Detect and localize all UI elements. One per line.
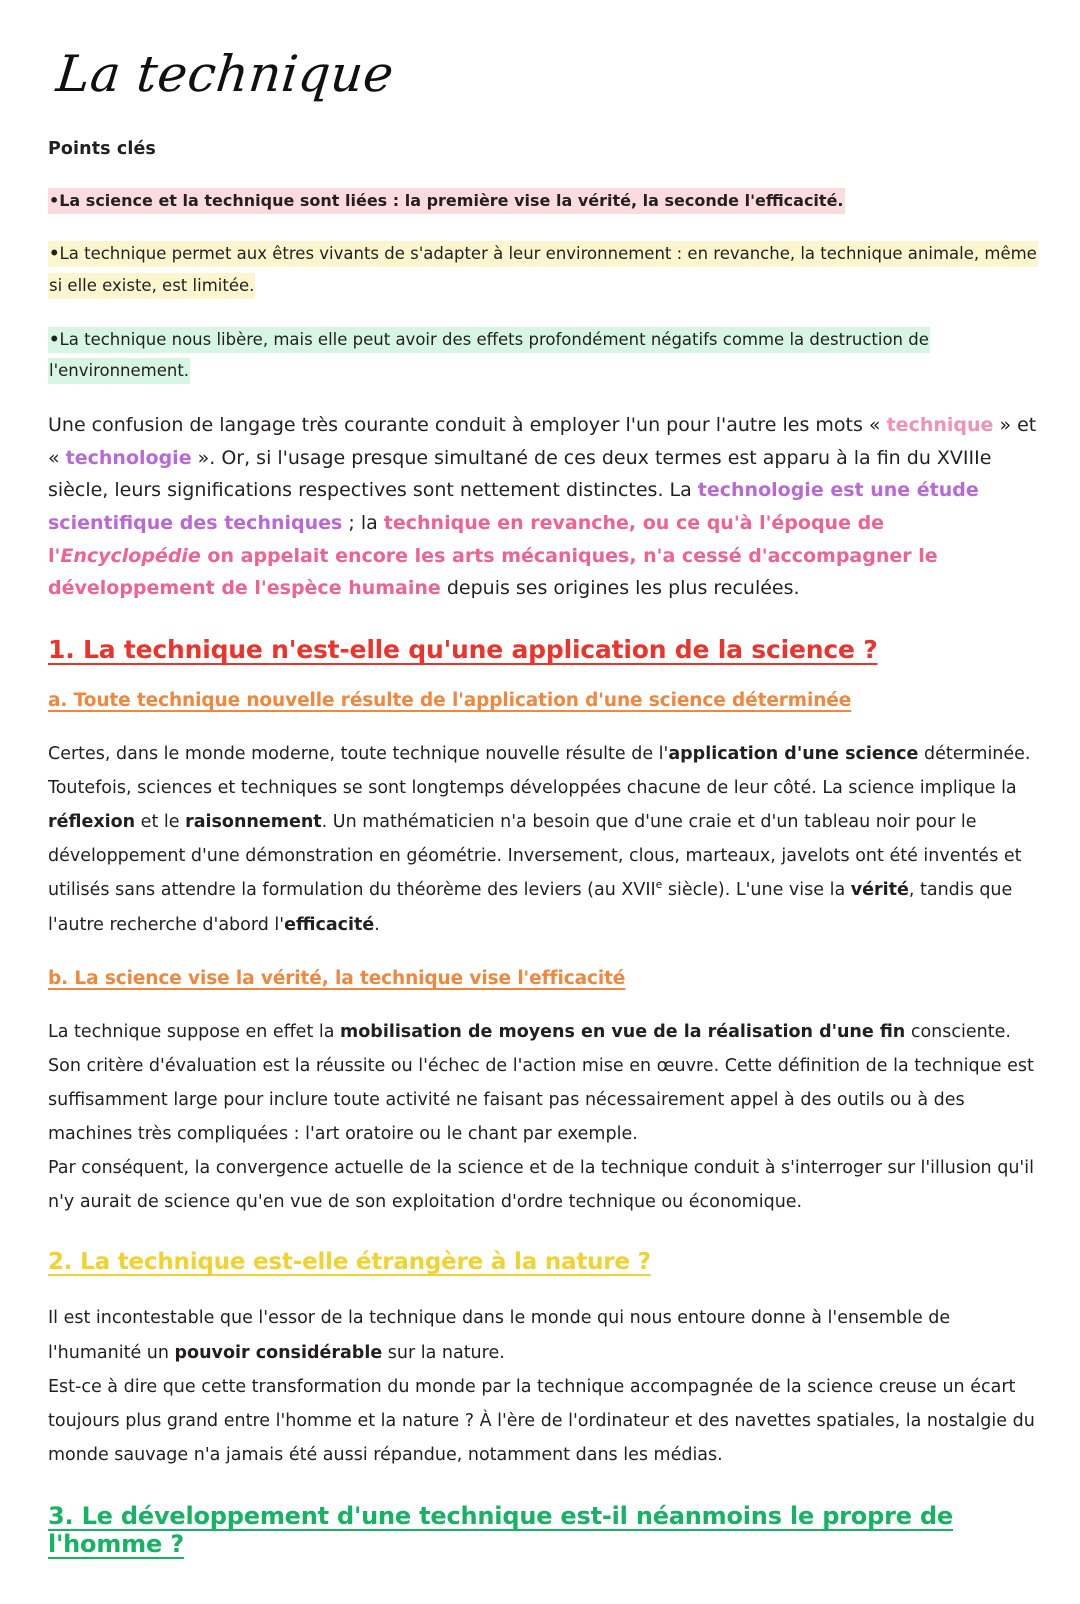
ordinal-superscript: e	[655, 878, 663, 892]
key-point-item	[48, 238, 1046, 301]
para-text-a: Certes, dans le monde moderne, toute technique nouvelle résulte de l'	[48, 743, 669, 764]
colored-phrase-technologie-definition: technologie est une étude scientifique des techniques	[48, 479, 979, 534]
para-text-b: consciente. Son critère d'évaluation est la réussite ou l'échec de l'action mise en œuvre. Cette définition de la technique est suffisamment large pour inclure toute activité ne faisant pas nécessairement appel à des outils ou à des machines très compliquées : l'art oratoire ou le chant par exemple.	[48, 1021, 1034, 1145]
para-text-a: La technique suppose en effet la	[48, 1021, 341, 1042]
subsection-1b-paragraph	[48, 1015, 1038, 1220]
section-heading-1: 1. La technique n'est-elle qu'une application de la science ?	[48, 634, 878, 664]
bold-pouvoir-considerable: pouvoir considérable	[174, 1342, 383, 1363]
colored-phrase-technique-2: on appelait encore les arts mécaniques, n'a cessé d'accompagner le développement de l'espèce humaine	[48, 544, 938, 600]
bold-verite: vérité	[850, 880, 909, 901]
para-text-e: siècle). L'une vise la	[662, 880, 851, 901]
bullet-marker: •	[49, 190, 60, 210]
key-point-item	[48, 324, 1046, 387]
key-point-item	[48, 185, 1046, 217]
para-text-g: .	[374, 914, 380, 935]
page-title: La technique	[53, 45, 397, 103]
para-text-f: , tandis que l'autre recherche d'abord l'	[48, 880, 1013, 935]
intro-text-d: ; la	[342, 511, 384, 534]
colored-phrase-technique-1: technique en revanche, ou ce qu'à l'époque de l'	[48, 511, 885, 567]
section-heading-2: 2. La technique est-elle étrangère à la nature ?	[48, 1249, 651, 1276]
highlight-word-technologie: technologie	[65, 446, 192, 469]
bold-reflexion: réflexion	[48, 812, 136, 833]
highlight-word-technique: technique	[886, 413, 994, 436]
bullet-marker: •	[49, 329, 60, 349]
para-text-b: sur la nature.	[382, 1342, 505, 1363]
para-text-c: Par conséquent, la convergence actuelle de la science et de la technique conduit à s'interroger sur l'illusion qu'il n'y aurait de science qu'en vue de son exploitation d'ordre technique ou économique.	[48, 1158, 1034, 1213]
para-text-d: . Un mathématicien n'a besoin que d'une craie et d'un tableau noir pour le développement d'une démonstration en géométrie. Inversement, clous, marteaux, javelots ont été inventés et utilisés sans attendre la formulation du théorème des leviers (au XVII	[48, 812, 1022, 901]
intro-text-e: depuis ses origines les plus reculées.	[440, 577, 800, 600]
para-text-c: et le	[135, 812, 186, 833]
bold-application-science: application d'une science	[668, 743, 919, 764]
intro-text-c: ». Or, si l'usage presque simultané de ces deux termes est apparu à la fin du XVIIIe siècle, leurs significations respectives sont nettement distinctes. La	[48, 446, 992, 502]
section-heading-3: 3. Le développement d'une technique est-il néanmoins le propre de l'homme ?	[48, 1502, 954, 1559]
bullet-marker: •	[49, 244, 60, 264]
key-points-list	[48, 185, 1046, 387]
key-point-text: La science et la technique sont liées : la première vise la vérité, la seconde l'efficacité.	[59, 190, 844, 210]
para-text-a: Il est incontestable que l'essor de la technique dans le monde qui nous entoure donne à l'ensemble de l'humanité un	[48, 1308, 951, 1363]
intro-text-a: Une confusion de langage très courante conduit à employer l'un pour l'autre les mots «	[48, 413, 887, 436]
subsection-1a-paragraph	[48, 737, 1038, 942]
bold-efficacite: efficacité	[284, 914, 375, 935]
para-text-c: Est-ce à dire que cette transformation du monde par la technique accompagnée de la science creuse un écart toujours plus grand entre l'homme et la nature ? À l'ère de l'ordinateur et des navettes spatiales, la nostalgie du monde sauvage n'a jamais été aussi répandue, notamment dans les médias.	[48, 1376, 1035, 1465]
para-text-b: déterminée. Toutefois, sciences et techniques se sont longtemps développées chacune de leur côté. La science implique la	[48, 743, 1031, 799]
key-point-text: La technique permet aux êtres vivants de s'adapter à leur environnement : en revanche, la technique animale, même si elle existe, est limitée.	[49, 244, 1037, 295]
intro-text-b: » et «	[48, 413, 1037, 469]
colored-phrase-encyclopedie: Encyclopédie	[60, 544, 201, 567]
bold-raisonnement: raisonnement	[185, 812, 322, 833]
key-point-text: La technique nous libère, mais elle peut avoir des effets profondément négatifs comme la destruction de l'environnement.	[49, 329, 929, 381]
points-cles-label: Points clés	[48, 138, 156, 159]
bold-mobilisation-moyens: mobilisation de moyens en vue de la réalisation d'une fin	[340, 1021, 906, 1042]
intro-paragraph	[48, 409, 1038, 605]
subsection-heading-1a: a. Toute technique nouvelle résulte de l'application d'une science déterminée	[48, 689, 852, 711]
section-2-paragraph	[48, 1301, 1038, 1472]
subsection-heading-1b: b. La science vise la vérité, la technique vise l'efficacité	[48, 967, 626, 989]
